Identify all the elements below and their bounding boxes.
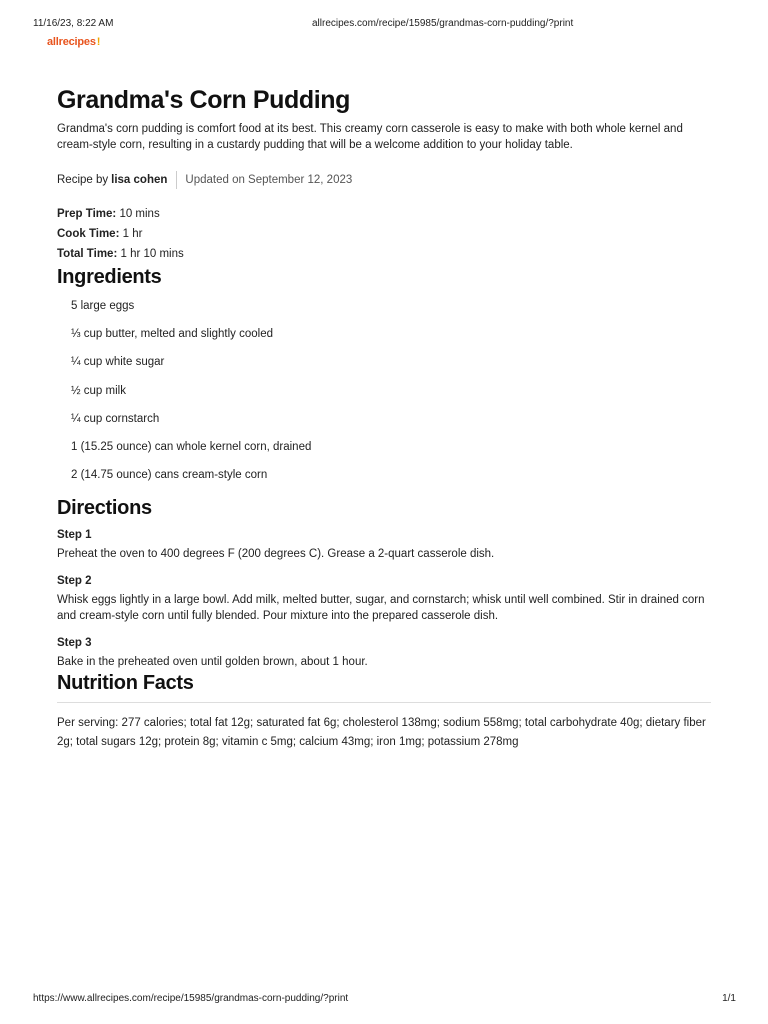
author-link[interactable]: lisa cohen [111,174,168,186]
step-text: Preheat the oven to 400 degrees F (200 degrees C). Grease a 2-quart casserole dish. [57,548,495,561]
print-url: allrecipes.com/recipe/15985/grandmas-corn-pudding/?print [312,18,574,29]
ingredients-list [57,298,713,483]
print-footer [33,993,736,1007]
ingredient-item: ½ cup milk [71,384,126,397]
directions-heading: Directions [57,497,152,520]
recipe-byline [57,171,713,189]
step-label: Step 1 [57,529,92,542]
updated-date: Updated on September 12, 2023 [185,174,353,186]
prep-time-value: 10 mins [119,208,160,220]
logo-text: allrecipes [47,36,96,48]
allrecipes-logo[interactable] [47,36,100,48]
step-label: Step 3 [57,636,92,649]
nutrition-facts-text: Per serving: 277 calories; total fat 12g; saturated fat 6g; cholesterol 138mg; sodium 558mg; total carbohydrate 40g; dietary fiber 2g; total sugars 12g; protein 8g; vitamin c 5mg; calcium 43mg; iron 1mg; potassium 278mg [57,717,706,749]
direction-step [57,635,713,671]
ingredient-item: 5 large eggs [71,300,135,312]
recipe-title: Grandma's Corn Pudding [57,86,350,114]
cook-time-value: 1 hr [122,228,143,240]
nutrition-divider [57,702,711,703]
ingredients-heading: Ingredients [57,266,162,288]
prep-time-label: Prep Time: [57,208,117,220]
print-date: 11/16/23, 8:22 AM [33,18,114,29]
ingredient-item: 2 (14.75 ounce) cans cream-style corn [71,469,268,482]
total-time-label: Total Time: [57,248,118,260]
print-header [33,18,738,32]
step-label: Step 2 [57,574,92,587]
recipe-times [57,204,713,264]
ingredient-item: ¼ cup cornstarch [71,412,160,425]
recipe-content [57,84,713,752]
footer-url: https://www.allrecipes.com/recipe/15985/grandmas-corn-pudding/?print [33,993,349,1004]
recipe-description: Grandma's corn pudding is comfort food at its best. This creamy corn casserole is easy to make with both whole kernel and cream-style corn, resulting in a custardy pudding that will be a welcome addition to your holiday table. [57,123,683,151]
ingredient-item: ⅓ cup butter, melted and slightly cooled [71,328,274,341]
total-time-value: 1 hr 10 mins [120,248,184,260]
total-time [57,244,713,264]
ingredient-item: ¼ cup white sugar [71,356,165,369]
page-number: 1/1 [722,993,736,1004]
step-text: Bake in the preheated oven until golden brown, about 1 hour. [57,655,368,668]
nutrition-heading: Nutrition Facts [57,672,194,695]
byline-divider [176,171,177,189]
byline-prefix: Recipe by [57,174,109,186]
prep-time [57,204,713,224]
direction-step [57,527,713,563]
ingredient-item: 1 (15.25 ounce) can whole kernel corn, drained [71,440,312,453]
cook-time [57,224,713,244]
logo-mark-icon: ! [96,36,101,48]
step-text: Whisk eggs lightly in a large bowl. Add milk, melted butter, sugar, and cornstarch; whisk until well combined. Stir in drained corn and cream-style corn until fully blended. Pour mixture into the prepared casserole dish. [57,593,705,623]
direction-step [57,573,713,625]
cook-time-label: Cook Time: [57,228,120,240]
